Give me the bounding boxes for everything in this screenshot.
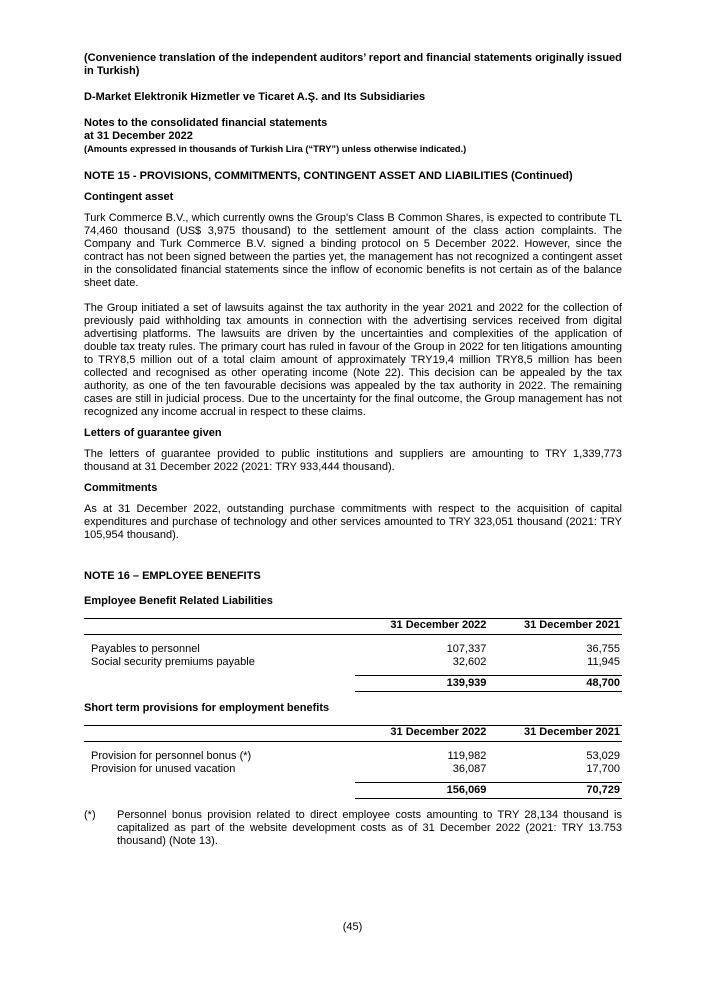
letters-of-guarantee-heading: Letters of guarantee given xyxy=(84,427,222,439)
table-header-row xyxy=(84,619,622,635)
value-2022: 36,087 xyxy=(452,763,487,775)
notes-title: Notes to the consolidated financial statements xyxy=(84,117,328,129)
total-2022: 139,939 xyxy=(355,676,487,692)
footnote-text: Personnel bonus provision related to direct employee costs amounting to TRY 28,134 thousand is capitalized as part of the website development costs as of 31 December 2022 (2021: TRY 13.753 thousand) (Note 13). xyxy=(117,809,622,847)
column-header-2022: 31 December 2022 xyxy=(355,619,487,635)
contingent-asset-heading: Contingent asset xyxy=(84,191,174,203)
row-label: Payables to personnel xyxy=(91,643,200,655)
column-header-2021: 31 December 2021 xyxy=(486,726,622,742)
value-2022: 107,337 xyxy=(446,643,487,655)
note-15-title: NOTE 15 - PROVISIONS, COMMITMENTS, CONTINGENT ASSET AND LIABILITIES (Continued) xyxy=(84,170,573,182)
short-term-provisions-table xyxy=(84,725,622,799)
value-2021: 53,029 xyxy=(586,750,620,762)
value-2022: 32,602 xyxy=(452,656,487,668)
employee-benefit-liabilities-heading: Employee Benefit Related Liabilities xyxy=(84,595,273,607)
column-header-2021: 31 December 2021 xyxy=(486,619,622,635)
table-row xyxy=(84,643,622,656)
footnote xyxy=(84,809,622,848)
table-row xyxy=(84,763,622,776)
row-label: Provision for unused vacation xyxy=(91,763,236,775)
commitments-paragraph: As at 31 December 2022, outstanding purchase commitments with respect to the acquisition of capital expenditures and purchase of technology and other services amounted to TRY 323,051 thousand (2021: TRY 105,954 thousand). xyxy=(84,503,622,541)
footnote-mark: (*) xyxy=(84,809,96,821)
total-row xyxy=(84,783,622,799)
table-row xyxy=(84,750,622,763)
column-header-2022: 31 December 2022 xyxy=(355,726,487,742)
row-label: Social security premiums payable xyxy=(91,656,255,668)
total-2021: 70,729 xyxy=(486,783,622,799)
table-row xyxy=(84,656,622,669)
statement-date: at 31 December 2022 xyxy=(84,130,193,142)
short-term-provisions-heading: Short term provisions for employment benefits xyxy=(84,702,330,714)
commitments-heading: Commitments xyxy=(84,482,158,494)
table-header-row xyxy=(84,726,622,742)
company-name: D-Market Elektronik Hizmetler ve Ticaret A.Ş. and Its Subsidiaries xyxy=(84,91,426,103)
total-2021: 48,700 xyxy=(486,676,622,692)
employee-benefit-liabilities-table xyxy=(84,618,622,692)
value-2021: 17,700 xyxy=(586,763,620,775)
row-label: Provision for personnel bonus (*) xyxy=(91,750,252,762)
amounts-note: (Amounts expressed in thousands of Turkish Lira (“TRY”) unless otherwise indicated.) xyxy=(84,144,467,154)
note-16-title: NOTE 16 – EMPLOYEE BENEFITS xyxy=(84,570,261,582)
total-row xyxy=(84,676,622,692)
letters-of-guarantee-paragraph: The letters of guarantee provided to public institutions and suppliers are amounting to TRY 1,339,773 thousand at 31 December 2022 (2021: TRY 933,444 thousand). xyxy=(84,448,622,473)
total-2022: 156,069 xyxy=(355,783,487,799)
convenience-translation-note: (Convenience translation of the independent auditors’ report and financial statements originally issued in Turkish) xyxy=(84,52,622,77)
value-2021: 11,945 xyxy=(587,656,620,668)
contingent-asset-paragraph-1: Turk Commerce B.V., which currently owns the Group's Class B Common Shares, is expected to contribute TL 74,460 thousand (US$ 3,975 thousand) to the settlement amount of the class action complaints. The Company and Turk Commerce B.V. signed a binding protocol on 5 December 2022. However, since the contract has not been signed between the parties yet, the management has not recognized a contingent asset in the consolidated financial statements since the inflow of economic benefits is not certain as of the balance sheet date. xyxy=(84,212,622,289)
value-2022: 119,982 xyxy=(447,750,487,762)
value-2021: 36,755 xyxy=(586,643,620,655)
page xyxy=(84,52,622,848)
page-number: (45) xyxy=(342,921,363,933)
contingent-asset-paragraph-2: The Group initiated a set of lawsuits against the tax authority in the year 2021 and 2022 for the collection of previously paid withholding tax amounts in connection with the advertising services received from digital advertising platforms. The lawsuits are driven by the uncertainties and complexities of the application of double tax treaty rules. The primary court has ruled in favour of the Group in 2022 for ten litigations amounting to TRY8,5 million out of a total claim amount of approximately TRY19,4 million TRY8,5 million has been collected and recognised as other operating income (Note 22). This decision can be appealed by the tax authority, as one of the ten favourable decisions was appealed by the tax authority in 2022. The remaining cases are still in judicial process. Due to the uncertainty for the final outcome, the Group management has not recognized any income accrual in respect to these claims. xyxy=(84,302,622,418)
